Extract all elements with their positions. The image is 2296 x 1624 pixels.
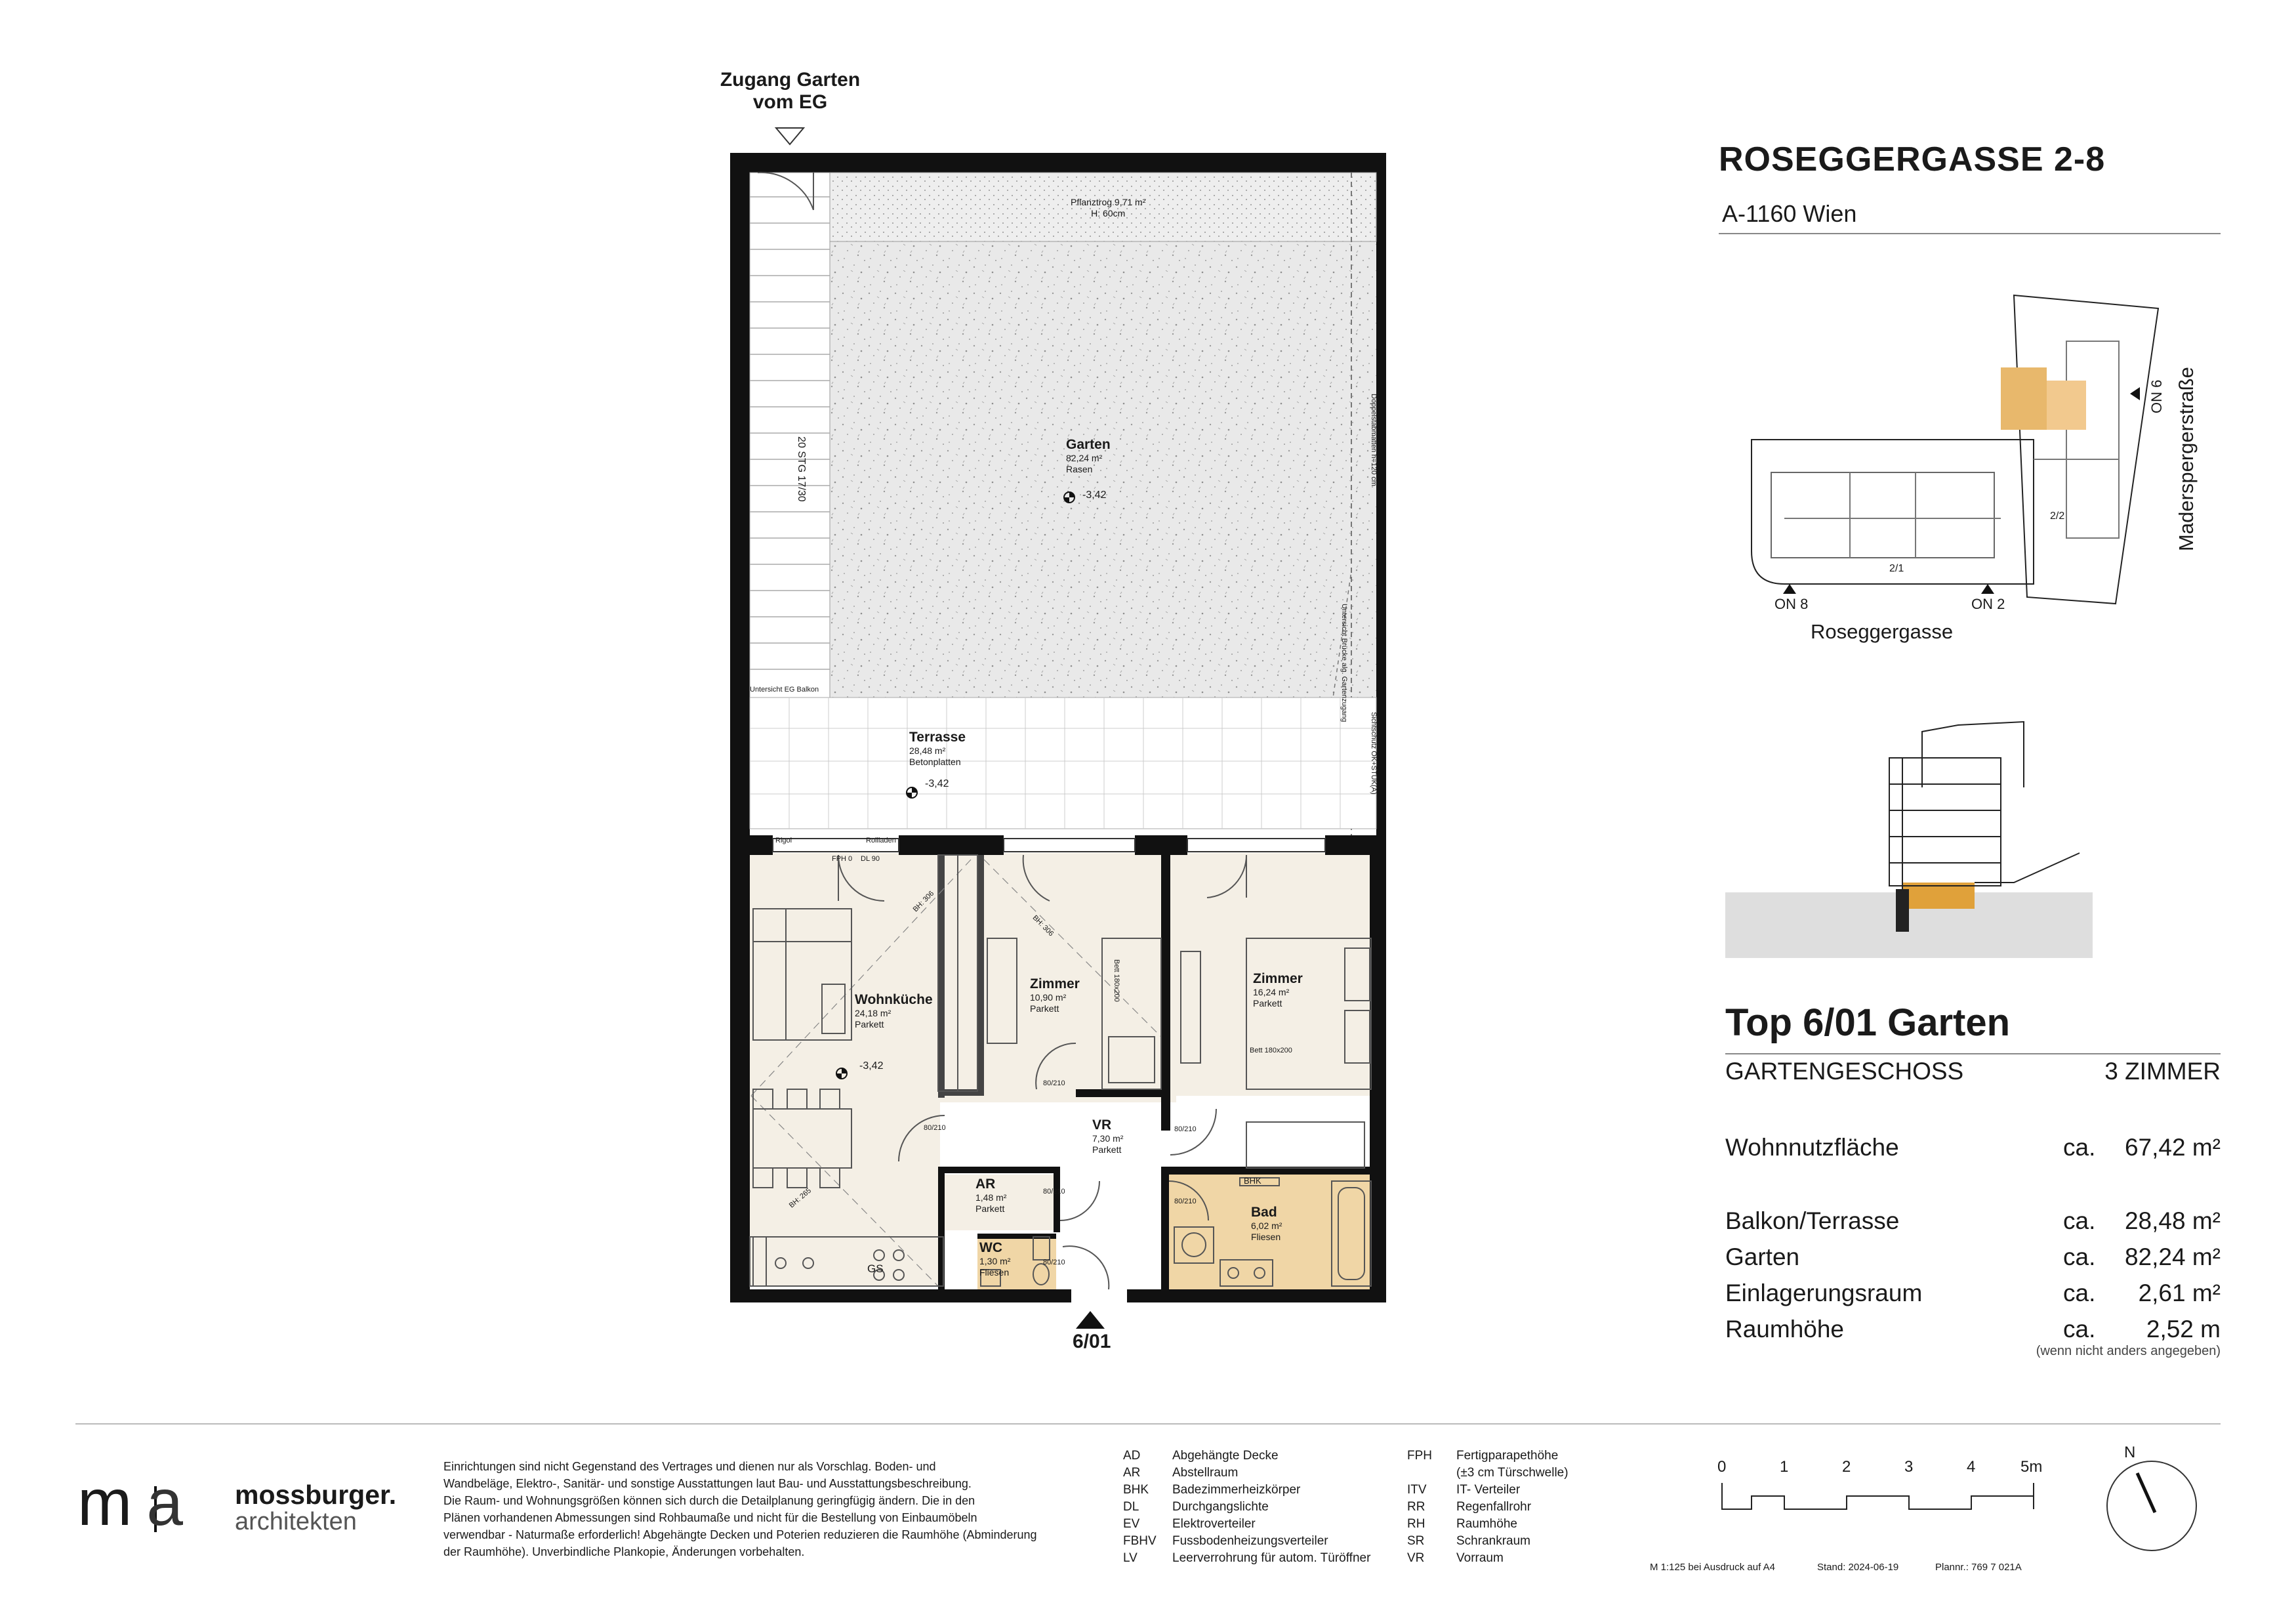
garden-level: -3,42 [1082, 489, 1107, 501]
wall-top [730, 153, 1386, 173]
unit-title: Top 6/01 Garten [1725, 1001, 2011, 1044]
on8-label: ON 8 [1774, 596, 1809, 612]
room-wc [979, 1240, 1010, 1278]
room-area: 7,30 m² [1092, 1133, 1124, 1144]
legend-text: Vorraum [1456, 1551, 1504, 1565]
entrance-arrow-icon [1076, 1311, 1105, 1329]
project-address: A-1160 Wien [1722, 200, 1857, 227]
room-area: 24,18 m² [855, 1008, 892, 1018]
bhk-label: BHK [1244, 1176, 1261, 1186]
site-label-2-2: 2/2 [2050, 510, 2065, 522]
legend-right [1407, 1447, 1568, 1567]
room-area: 1,30 m² [979, 1256, 1011, 1266]
scale-tick: 4 [1967, 1458, 1976, 1476]
legend-text: Badezimmerheizkörper [1172, 1483, 1301, 1497]
header-rule [1719, 233, 2221, 234]
logo-mark-right: a [146, 1466, 183, 1539]
legend-text: Elektroverteiler [1172, 1517, 1256, 1531]
disclaimer-line: Einrichtungen sind nicht Gegenstand des Vertrages und dienen nur als Vorschlag. Boden- und [443, 1460, 936, 1473]
room-floor: Parkett [1030, 1003, 1059, 1014]
fph-label: FPH 0 [832, 855, 853, 863]
scale-tick: 0 [1717, 1458, 1727, 1476]
terrace-area: 28,48 m² [909, 745, 946, 756]
access-label-line2: vom EG [752, 91, 828, 113]
terrace-label [909, 730, 966, 768]
room-name: WC [979, 1240, 1002, 1255]
on8-arrow-icon [1783, 584, 1796, 594]
logo-mark-left: m [77, 1466, 133, 1539]
fence-note: Doppelstabmatten h=120 cm [1370, 394, 1378, 486]
scale-bar [1722, 1483, 2034, 1509]
legend-text: Durchgangslichte [1172, 1500, 1269, 1514]
legend-abbr: ITV [1407, 1483, 1427, 1497]
balcony-note: Untersicht EG Balkon [750, 686, 819, 694]
room-zimmer-1 [1030, 976, 1080, 1014]
unit-room-count: 3 ZIMMER [2104, 1058, 2221, 1085]
room-name: Wohnküche [855, 992, 933, 1007]
legend-text: Leerverrohrung für autom. Türöffner [1172, 1551, 1371, 1565]
height-note: (wenn nicht anders angegeben) [2036, 1344, 2221, 1358]
disclaimer [443, 1458, 1037, 1560]
legend-abbr: AD [1123, 1449, 1141, 1463]
room-ar [975, 1176, 1006, 1215]
room-floor: Fliesen [979, 1267, 1010, 1278]
legend-abbr: AR [1123, 1466, 1141, 1480]
on2-arrow-icon [1981, 584, 1994, 594]
room-wohnkueche [855, 992, 933, 1030]
area-ca: ca. [2063, 1280, 2096, 1306]
privacy-note: Sichtschutz OK+STUK(A) [1370, 712, 1378, 795]
legend-text: Abgehängte Decke [1172, 1449, 1279, 1463]
wall-left [730, 153, 750, 835]
plan-date: Stand: 2024-06-19 [1817, 1562, 1899, 1573]
section-drawing [1725, 722, 2093, 958]
legend-abbr: FBHV [1123, 1534, 1157, 1548]
entrance-label: 6/01 [1073, 1331, 1111, 1352]
unit-floor: GARTENGESCHOSS [1725, 1058, 1964, 1085]
planter-area: Pflanztrog 9,71 m² [1071, 197, 1146, 207]
project-title: ROSEGGERGASSE 2-8 [1719, 140, 2106, 178]
room-name: Zimmer [1030, 976, 1080, 991]
garden-surface: Rasen [1066, 464, 1093, 474]
gas-stove-label: GS [867, 1262, 884, 1275]
room-bad [1251, 1205, 1282, 1243]
bed-label-rotated: Bett 180x200 [1113, 959, 1120, 1002]
room-name: VR [1092, 1117, 1112, 1133]
logo-mark [77, 1466, 183, 1539]
plan-scale: M 1:125 bei Ausdruck auf A4 [1650, 1562, 1775, 1573]
garden-label [1066, 437, 1111, 475]
on6-arrow-icon [2130, 387, 2140, 400]
planter-label [1071, 197, 1145, 219]
legend-abbr: LV [1123, 1551, 1138, 1565]
disclaimer-line: verwendbar - Naturmaße erforderlich! Abgehängte Decken und Poterien reduzieren die Raumhöhe (Abminderung [443, 1528, 1037, 1541]
on2-label: ON 2 [1971, 596, 2005, 612]
legend-text: Schrankraum [1456, 1534, 1530, 1548]
legend-abbr: EV [1123, 1517, 1140, 1531]
legend-text: Fussbodenheizungsverteiler [1172, 1534, 1328, 1548]
legend-text: IT- Verteiler [1456, 1483, 1521, 1497]
area-value: 28,48 m² [2124, 1207, 2221, 1234]
site-plan [1752, 295, 2158, 604]
bed-label: Bett 180x200 [1250, 1047, 1292, 1054]
room-name: Zimmer [1253, 971, 1303, 986]
legend-text: Abstellraum [1172, 1466, 1239, 1480]
area-value: 82,24 m² [2124, 1243, 2221, 1270]
area-label: Garten [1725, 1243, 1800, 1270]
north-label: N [2124, 1444, 2136, 1461]
room-area: 16,24 m² [1253, 987, 1290, 997]
legend-text: (±3 cm Türschwelle) [1456, 1466, 1568, 1480]
room-floor: Parkett [975, 1203, 1005, 1214]
legend-abbr: FPH [1407, 1449, 1432, 1463]
disclaimer-line: Wandbeläge, Elektro-, Sanitär- und sonstige Ausstattungen laut Bau- und Ausstattungsbeschreibung. [443, 1477, 972, 1490]
disclaimer-line: Plänen vorhandenen Abmessungen sind Rohbaumaße und nicht für die Bestellung von Einbaumöbeln [443, 1511, 977, 1524]
garden-name: Garten [1066, 437, 1111, 452]
rigol-label: Rigol [775, 837, 792, 844]
terrace [750, 697, 1376, 829]
area-label: Einlagerungsraum [1725, 1280, 1923, 1306]
access-arrow-icon [776, 128, 804, 144]
room-name: AR [975, 1176, 996, 1192]
door-dimension: 80/210 [1043, 1188, 1065, 1196]
disclaimer-line: Die Raum- und Wohnungsgrößen können sich durch die Detailplanung geringfügig ändern. Die in den [443, 1494, 975, 1507]
street-label-roseggergasse: Roseggergasse [1811, 620, 1954, 643]
area-label: Balkon/Terrasse [1725, 1207, 1900, 1234]
access-label-line1: Zugang Garten [720, 69, 861, 91]
door-dimension: 80/210 [1043, 1259, 1065, 1266]
legend-abbr: DL [1123, 1500, 1139, 1514]
scale-tick: 5m [2020, 1458, 2043, 1476]
access-label [710, 69, 871, 114]
area-ca: ca. [2063, 1243, 2096, 1270]
scale-tick: 3 [1904, 1458, 1914, 1476]
room-area: 10,90 m² [1030, 992, 1067, 1003]
street-label-maderspergerstrasse: Maderspergerstraße [2175, 367, 2198, 551]
door-dimension: 80/210 [924, 1124, 946, 1132]
terrace-level: -3,42 [925, 778, 949, 789]
site-plan-unit-highlight [2001, 367, 2047, 430]
disclaimer-line: der Raumhöhe). Unverbindliche Plankopie, Änderungen vorbehalten. [443, 1545, 805, 1558]
wohnkueche-level: -3,42 [859, 1060, 884, 1072]
bh-label: BH: 265 [787, 1186, 813, 1210]
site-label-2-1: 2/1 [1889, 563, 1904, 574]
room-zimmer-2 [1253, 971, 1303, 1009]
planter-height: H: 60cm [1091, 208, 1126, 219]
legend-text: Regenfallrohr [1456, 1500, 1532, 1514]
dl-label: DL 90 [861, 855, 880, 863]
legend-abbr: VR [1407, 1551, 1425, 1565]
room-area: 6,02 m² [1251, 1220, 1282, 1231]
bridge-note: Untersicht Brücke alg. Gartenzugang [1340, 604, 1348, 722]
on6-label: ON 6 [2148, 379, 2165, 413]
plan-number: Plannr.: 769 7 021A [1935, 1562, 2022, 1573]
area-label: Wohnnutzfläche [1725, 1134, 1899, 1161]
room-vr [1092, 1117, 1123, 1156]
room-area: 1,48 m² [975, 1192, 1007, 1203]
bh-label: BH: 306 [1031, 913, 1056, 938]
legend-text: Fertigparapethöhe [1456, 1449, 1559, 1463]
stairs-label: 20 STG 17/30 [796, 436, 807, 502]
door-dimension: 80/210 [1174, 1125, 1197, 1133]
scale-tick: 1 [1780, 1458, 1789, 1476]
wall-right [1376, 153, 1386, 835]
room-floor: Parkett [1092, 1144, 1122, 1155]
room-floor: Fliesen [1251, 1232, 1281, 1242]
legend-abbr: SR [1407, 1534, 1425, 1548]
garden-lawn [830, 173, 1376, 697]
logo-name: mossburger. [235, 1480, 397, 1510]
legend-abbr: RR [1407, 1500, 1425, 1514]
area-value: 2,52 m [2146, 1316, 2221, 1343]
area-ca: ca. [2063, 1134, 2096, 1161]
legend-left [1123, 1447, 1370, 1567]
unit-rule [1725, 1053, 2221, 1054]
legend-text: Raumhöhe [1456, 1517, 1517, 1531]
legend-abbr: BHK [1123, 1483, 1149, 1497]
area-ca: ca. [2063, 1207, 2096, 1234]
room-name: Bad [1251, 1205, 1277, 1220]
room-floor: Parkett [855, 1019, 884, 1030]
bh-label: BH: 306 [911, 889, 936, 914]
area-label: Raumhöhe [1725, 1316, 1845, 1343]
garden-stairs [750, 173, 830, 697]
terrace-surface: Betonplatten [909, 757, 961, 767]
rollladen-label: Rollladen [866, 837, 896, 844]
terrace-name: Terrasse [909, 730, 966, 745]
area-value: 2,61 m² [2138, 1280, 2221, 1306]
scale-tick: 2 [1842, 1458, 1851, 1476]
area-ca: ca. [2063, 1316, 2096, 1343]
door-dimension: 80/210 [1174, 1197, 1197, 1205]
logo-sub: architekten [235, 1508, 357, 1535]
door-dimension: 80/210 [1043, 1079, 1065, 1087]
legend-abbr: RH [1407, 1517, 1425, 1531]
area-value: 67,42 m² [2124, 1134, 2221, 1161]
room-floor: Parkett [1253, 998, 1282, 1009]
garden-area: 82,24 m² [1066, 453, 1103, 463]
